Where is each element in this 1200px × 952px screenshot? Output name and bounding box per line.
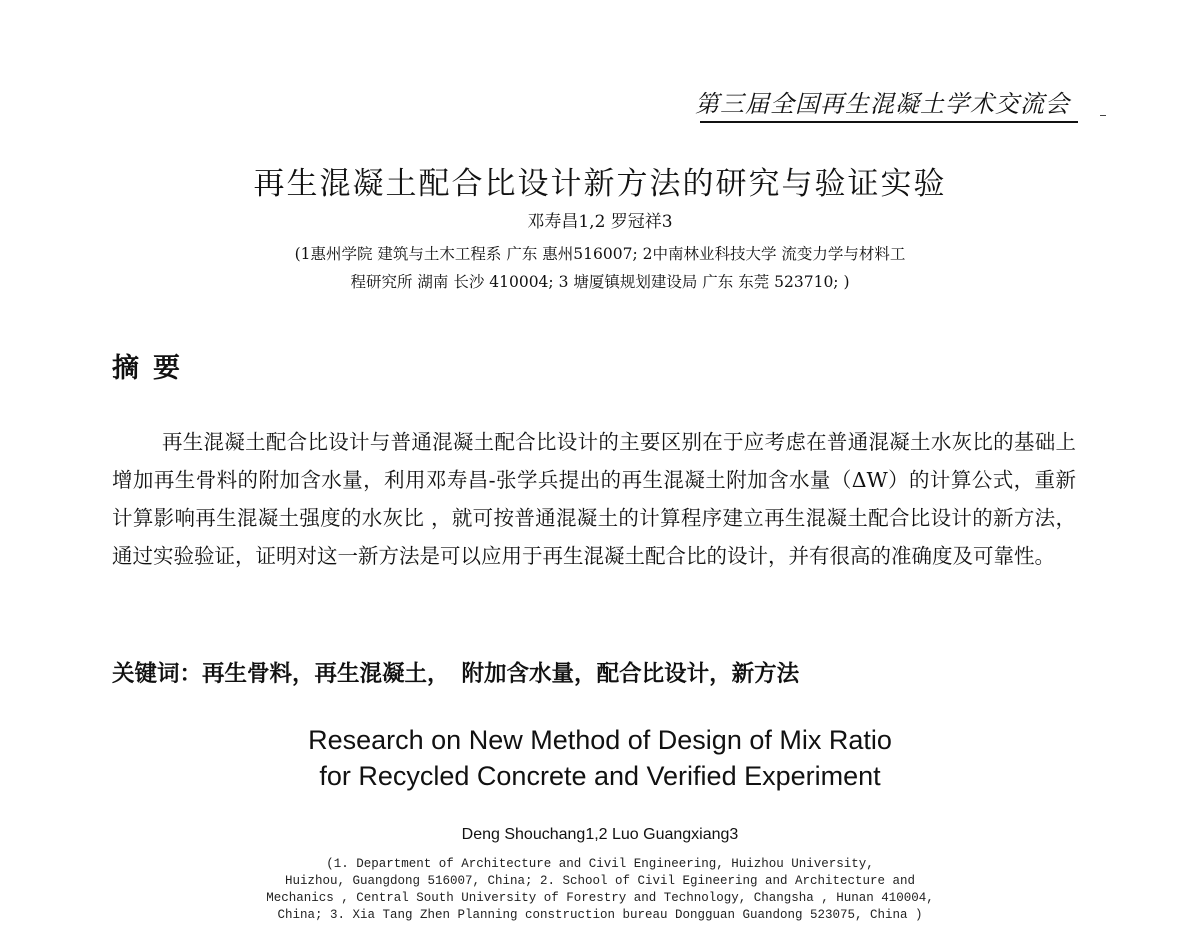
running-header: 第三届全国再生混凝土学术交流会 <box>695 90 1070 118</box>
keyword-item: 配合比设计， <box>596 661 732 687</box>
english-affiliation-line: (1. Department of Architecture and Civil Engineering, Huizhou University, <box>326 857 874 871</box>
abstract-body: 再生混凝土配合比设计与普通混凝土配合比设计的主要区别在于应考虑在普通混凝土水灰比的基础上增加再生骨料的附加含水量，利用邓寿昌-张学兵提出的再生混凝土附加含水量（ΔW）的计算公式，重新计算影响再生混凝土强度的水灰比 ，就可按普通混凝土的计算程序建立再生混凝土配合比设计的新方法，通过实验验证，证明对这一新方法是可以应用于再生混凝土配合比的设计，并有很高的准确度及可靠性。 <box>112 430 1076 568</box>
english-title <box>0 722 1200 794</box>
keyword-item: 再生骨料， <box>202 661 315 687</box>
english-title-line: Research on New Method of Design of Mix Ratio <box>308 725 892 755</box>
chinese-title: 再生混凝土配合比设计新方法的研究与验证实验 <box>253 166 947 202</box>
english-affiliation <box>0 856 1200 924</box>
keywords-label: 关键词： <box>112 661 203 687</box>
keyword-item: 新方法 <box>731 661 800 687</box>
keyword-item: 再生混凝土， <box>314 661 450 687</box>
english-authors: Deng Shouchang1,2 Luo Guangxiang3 <box>461 826 739 843</box>
chinese-authors: 邓寿昌1,2 罗冠祥3 <box>527 212 673 232</box>
abstract-heading: 摘要 <box>112 353 194 384</box>
english-affiliation-line: Mechanics , Central South University of Forestry and Technology, Changsha , Hunan 410004, <box>266 891 934 905</box>
chinese-affiliation-line: 程研究所 湖南 长沙 410004; 3 塘厦镇规划建设局 广东 东莞 523710; ) <box>350 273 850 291</box>
english-title-line: for Recycled Concrete and Verified Experiment <box>319 761 881 791</box>
english-affiliation-line: Huizhou, Guangdong 516007, China; 2. School of Civil Egineering and Architecture and <box>284 874 916 888</box>
keywords <box>112 656 799 688</box>
keyword-item: 附加含水量， <box>461 661 597 687</box>
chinese-affiliation <box>0 240 1200 296</box>
header-rule-mark <box>1100 115 1106 116</box>
chinese-affiliation-line: (1惠州学院 建筑与土木工程系 广东 惠州516007; 2中南林业科技大学 流变力学与材料工 <box>294 245 906 263</box>
english-affiliation-line: China; 3. Xia Tang Zhen Planning construction bureau Dongguan Guandong 523075, China ) <box>277 908 923 922</box>
header-rule <box>700 121 1078 123</box>
